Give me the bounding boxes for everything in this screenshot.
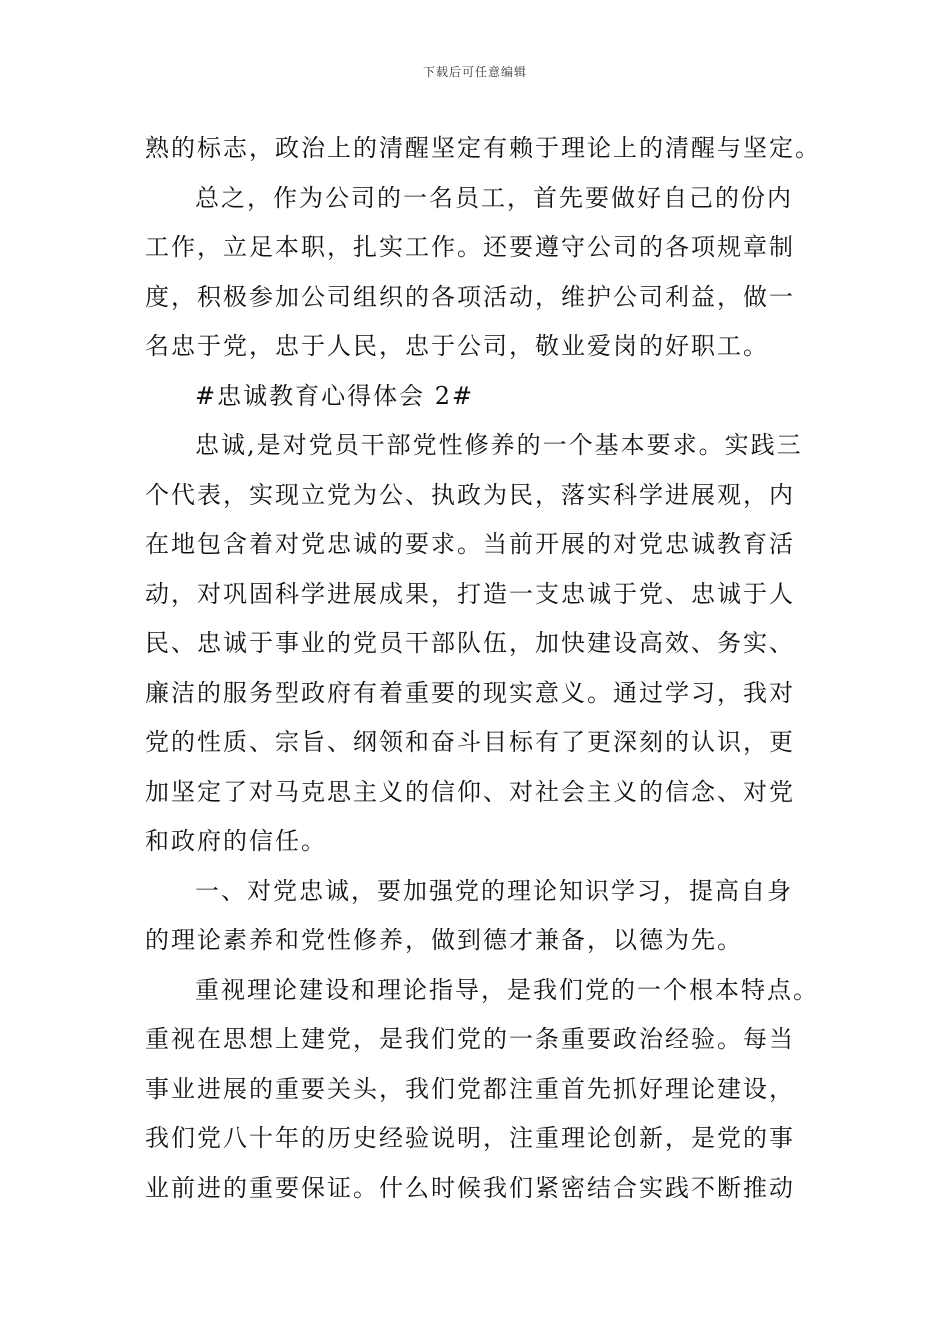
- text-line: 工作，立足本职，扎实工作。还要遵守公司的各项规章制: [145, 233, 795, 261]
- text-line: 熟的标志，政治上的清醒坚定有赖于理论上的清醒与坚定。: [145, 134, 821, 162]
- text-line: 重视在思想上建党，是我们党的一条重要政治经验。每当: [145, 1025, 795, 1053]
- text-line: 总之，作为公司的一名员工，首先要做好自己的份内: [195, 183, 793, 212]
- page-header-note: 下载后可任意编辑: [422, 65, 527, 79]
- text-line: 我们党八十年的历史经验说明，注重理论创新，是党的事: [145, 1124, 795, 1152]
- text-line: 名忠于党，忠于人民，忠于公司，敬业爱岗的好职工。: [145, 332, 769, 360]
- text-line: 忠诚,是对党员干部党性修养的一个基本要求。实践三: [195, 431, 803, 459]
- text-line: 廉洁的服务型政府有着重要的现实意义。通过学习，我对: [145, 678, 795, 707]
- text-line: 在地包含着对党忠诚的要求。当前开展的对党忠诚教育活: [145, 530, 795, 558]
- text-line: 一、对党忠诚，要加强党的理论知识学习，提高自身: [195, 876, 793, 905]
- text-line: 党的性质、宗旨、纲领和奋斗目标有了更深刻的认识，更: [145, 728, 795, 756]
- text-line: 事业进展的重要关头，我们党都注重首先抓好理论建设，: [145, 1074, 795, 1103]
- text-line: 动，对巩固科学进展成果，打造一支忠诚于党、忠诚于人: [145, 579, 795, 608]
- text-line: 的理论素养和党性修养，做到德才兼备，以德为先。: [145, 926, 743, 954]
- text-line: 和政府的信任。: [145, 827, 327, 855]
- text-line: 度，积极参加公司组织的各项活动，维护公司利益，做一: [145, 282, 795, 311]
- section-heading: #忠诚教育心得体会 2#: [195, 381, 475, 410]
- body-text: [145, 124, 821, 1213]
- text-line: 民、忠诚于事业的党员干部队伍，加快建设高效、务实、: [145, 629, 795, 657]
- text-line: 加坚定了对马克思主义的信仰、对社会主义的信念、对党: [145, 777, 795, 806]
- text-line: 重视理论建设和理论指导，是我们党的一个根本特点。: [195, 975, 819, 1004]
- text-line: 个代表，实现立党为公、执政为民，落实科学进展观，内: [145, 480, 795, 509]
- text-line: 业前进的重要保证。什么时候我们紧密结合实践不断推动: [145, 1173, 795, 1202]
